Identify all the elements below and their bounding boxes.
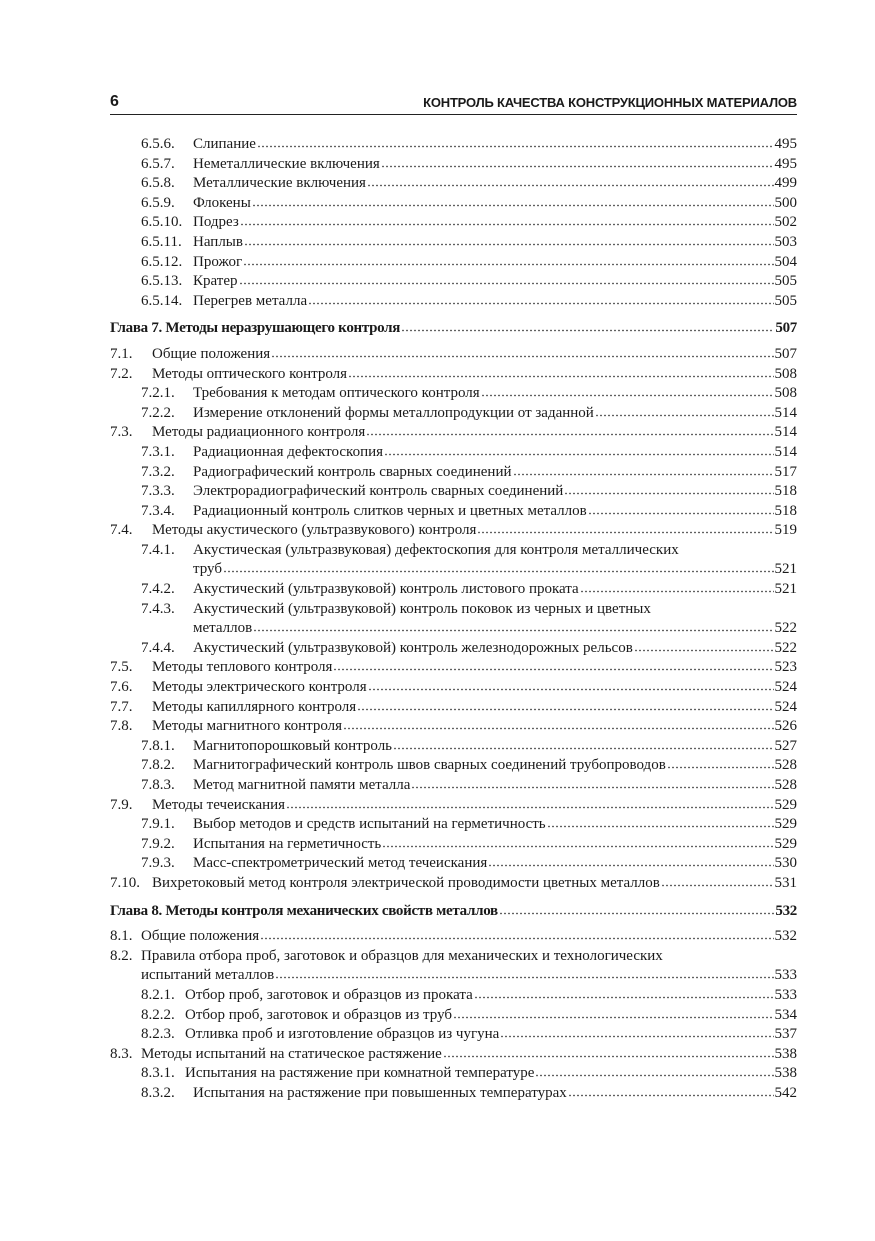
toc-line (193, 404, 797, 424)
toc-number: 7.7. (110, 698, 133, 715)
toc-entry[interactable] (110, 174, 797, 194)
toc-page: 502 (774, 214, 797, 231)
toc-entry[interactable] (110, 365, 797, 385)
toc-entry[interactable] (110, 502, 797, 522)
toc-entry[interactable] (110, 580, 797, 600)
toc-line (110, 902, 797, 922)
toc-title: Испытания на растяжение при повышенных температурах (193, 1084, 567, 1101)
toc-page: 532 (774, 928, 797, 945)
toc-page: 517 (774, 463, 797, 480)
dot-leader (382, 838, 773, 848)
toc-number: 7.9.1. (141, 816, 175, 833)
dot-leader (348, 368, 773, 378)
toc-page: 524 (774, 698, 797, 715)
dot-leader (411, 779, 773, 789)
toc-line (193, 854, 797, 874)
toc-title: Радиографический контроль сварных соединений (193, 463, 512, 480)
toc-line (193, 756, 797, 776)
toc-line (152, 698, 797, 718)
toc-line (185, 1025, 797, 1045)
toc-entry[interactable] (110, 521, 797, 541)
toc-title: испытаний металлов (141, 967, 275, 984)
toc-title: Акустический (ультразвуковой) контроль листового проката (193, 581, 579, 598)
toc-line (193, 776, 797, 796)
toc-entry[interactable] (110, 1045, 797, 1065)
toc-number: 7.2.2. (141, 404, 175, 421)
toc-line (110, 319, 797, 339)
toc-number: 7.3.1. (141, 443, 175, 460)
toc-title: Выбор методов и средств испытаний на герметичность (193, 816, 546, 833)
toc-page: 508 (774, 365, 797, 382)
toc-entry[interactable] (110, 815, 797, 835)
toc-page: 519 (774, 522, 797, 539)
dot-leader (634, 642, 774, 652)
toc-number: 7.4.4. (141, 639, 175, 656)
toc-title: Требования к методам оптического контроля (193, 385, 480, 402)
toc-line (141, 1045, 797, 1065)
toc-title: Общие положения (141, 928, 260, 945)
dot-leader (667, 759, 774, 769)
toc-page: 514 (774, 424, 797, 441)
toc-title: Подрез (193, 214, 239, 231)
toc-line (193, 463, 797, 483)
toc-line (193, 384, 797, 404)
dot-leader (275, 969, 773, 979)
toc-entry[interactable] (110, 796, 797, 816)
toc-line (193, 815, 797, 835)
toc-number: 7.9. (110, 796, 133, 813)
toc-line (152, 423, 797, 443)
toc-title: Слипание (193, 136, 256, 152)
toc-entry-continuation[interactable] (110, 966, 797, 986)
toc-number: 6.5.10. (141, 214, 183, 231)
toc-page: 538 (774, 1065, 797, 1082)
toc-page: 529 (774, 816, 797, 833)
toc-number: 8.3. (110, 1045, 133, 1062)
dot-leader (499, 905, 775, 915)
dot-leader (384, 446, 773, 456)
toc-title: Метод магнитной памяти металла (193, 777, 411, 793)
toc-number: 8.2. (110, 947, 133, 964)
toc-number: 7.8. (110, 718, 133, 735)
toc-title: Глава 8. Методы контроля механических свойств металлов (110, 902, 498, 919)
toc-title: Акустический (ультразвуковой) контроль поковок из черных и цветных (193, 600, 651, 617)
toc-title: труб (193, 561, 222, 578)
table-of-contents (110, 135, 797, 1104)
toc-title: Отбор проб, заготовок и образцов из проката (185, 986, 473, 1003)
dot-leader (564, 485, 773, 495)
dot-leader (500, 1028, 773, 1038)
toc-title: Перегрев металла (193, 292, 308, 309)
toc-title: Общие положения (152, 345, 271, 362)
toc-entry[interactable] (110, 1064, 797, 1084)
toc-title: Магнитографический контроль швов сварных соединений трубопроводов (193, 757, 666, 774)
toc-line (193, 213, 797, 233)
toc-title: Испытания на растяжение при комнатной температуре (185, 1065, 535, 1082)
toc-entry[interactable] (110, 737, 797, 757)
dot-leader (474, 989, 774, 999)
toc-number: 6.5.6. (141, 136, 175, 152)
dot-leader (595, 407, 774, 417)
toc-line (193, 835, 797, 855)
toc-page: 507 (774, 345, 797, 362)
toc-entry[interactable] (110, 698, 797, 718)
toc-entry[interactable] (110, 482, 797, 502)
toc-number: 8.2.1. (141, 986, 175, 1003)
dot-leader (393, 740, 773, 750)
toc-page: 527 (774, 737, 797, 754)
dot-leader (243, 256, 773, 266)
toc-page: 533 (774, 967, 797, 984)
dot-leader (661, 877, 774, 887)
toc-entry[interactable] (110, 213, 797, 233)
toc-entry[interactable] (110, 927, 797, 947)
toc-title: Испытания на герметичность (193, 835, 382, 852)
toc-title: Методы магнитного контроля (152, 718, 343, 735)
toc-number: 7.9.3. (141, 855, 175, 872)
dot-leader (535, 1067, 773, 1077)
toc-number: 7.4. (110, 522, 133, 539)
toc-title: Прожог (193, 253, 243, 270)
toc-entry[interactable] (110, 272, 797, 292)
toc-page: 514 (774, 404, 797, 421)
toc-line (185, 986, 797, 1006)
toc-entry-continuation[interactable] (110, 619, 797, 639)
toc-title: Методы испытаний на статическое растяжение (141, 1045, 442, 1062)
toc-entry[interactable] (110, 345, 797, 365)
toc-title: Методы оптического контроля (152, 365, 348, 382)
toc-number: 7.4.3. (141, 600, 175, 617)
toc-page: 523 (774, 659, 797, 676)
toc-title: Отливка проб и изготовление образцов из чугуна (185, 1026, 500, 1043)
toc-page: 499 (774, 175, 797, 192)
toc-line (193, 194, 797, 214)
toc-number: 7.6. (110, 679, 133, 696)
toc-entry[interactable] (110, 658, 797, 678)
toc-title: Методы течеискания (152, 796, 286, 813)
toc-entry[interactable] (110, 404, 797, 424)
toc-number: 7.3.4. (141, 502, 175, 519)
toc-number: 8.3.1. (141, 1065, 175, 1082)
toc-page: 514 (774, 443, 797, 460)
toc-page: 529 (774, 835, 797, 852)
toc-page: 524 (774, 679, 797, 696)
page-number: 6 (110, 93, 119, 110)
toc-number: 7.4.1. (141, 541, 175, 558)
toc-number: 8.2.2. (141, 1006, 175, 1023)
toc-line (193, 292, 797, 312)
toc-page: 530 (774, 855, 797, 872)
toc-number: 7.1. (110, 345, 133, 362)
dot-leader (443, 1048, 774, 1058)
dot-leader (453, 1009, 774, 1019)
toc-entry[interactable] (110, 947, 797, 967)
dot-leader (513, 466, 774, 476)
toc-page: 522 (774, 639, 797, 656)
toc-line (193, 619, 797, 639)
dot-leader (271, 348, 773, 358)
toc-title: Правила отбора проб, заготовок и образцов для механических и технологических (141, 947, 663, 964)
toc-line (193, 272, 797, 292)
dot-leader (381, 158, 774, 168)
toc-title: Флокены (193, 194, 251, 211)
dot-leader (333, 661, 773, 671)
toc-entry[interactable] (110, 233, 797, 253)
dot-leader (308, 295, 773, 305)
toc-page: 505 (774, 292, 797, 309)
toc-page: 507 (775, 320, 797, 337)
dot-leader (488, 857, 773, 867)
dot-leader (239, 275, 774, 285)
toc-line (193, 174, 797, 194)
toc-entry[interactable] (110, 1006, 797, 1026)
toc-page: 521 (774, 581, 797, 598)
dot-leader (401, 322, 774, 332)
toc-page: 518 (774, 483, 797, 500)
toc-page: 500 (774, 194, 797, 211)
toc-line (193, 135, 797, 155)
toc-number: 7.2.1. (141, 385, 175, 402)
toc-entry[interactable] (110, 639, 797, 659)
toc-line (152, 365, 797, 385)
toc-line (152, 345, 797, 365)
toc-entry[interactable] (110, 541, 797, 561)
toc-number: 8.1. (110, 928, 133, 945)
toc-entry[interactable] (110, 155, 797, 175)
toc-number: 6.5.8. (141, 175, 175, 192)
toc-number: 6.5.11. (141, 233, 182, 250)
toc-title: Методы теплового контроля (152, 659, 333, 676)
toc-title: Радиационная дефектоскопия (193, 443, 384, 460)
dot-leader (481, 387, 774, 397)
toc-page: 504 (774, 253, 797, 270)
toc-entry-continuation[interactable] (110, 560, 797, 580)
toc-title: Акустический (ультразвуковой) контроль железнодорожных рельсов (193, 639, 633, 656)
toc-number: 7.8.2. (141, 757, 175, 774)
toc-title: Вихретоковый метод контроля электрической проводимости цветных металлов (152, 874, 660, 891)
toc-line (152, 678, 797, 698)
toc-line (193, 233, 797, 253)
dot-leader (286, 799, 773, 809)
dot-leader (343, 720, 773, 730)
toc-title: металлов (193, 620, 253, 637)
toc-title: Методы акустического (ультразвукового) контроля (152, 522, 477, 539)
dot-leader (366, 426, 773, 436)
dot-leader (252, 197, 774, 207)
toc-entry[interactable] (110, 717, 797, 737)
dot-leader (568, 1087, 774, 1097)
toc-page: 534 (774, 1006, 797, 1023)
toc-chapter[interactable] (110, 902, 797, 922)
toc-entry[interactable] (110, 253, 797, 273)
toc-line (193, 580, 797, 600)
toc-entry[interactable] (110, 600, 797, 620)
toc-entry[interactable] (110, 756, 797, 776)
toc-page: 531 (774, 874, 797, 891)
toc-number: 7.2. (110, 365, 133, 382)
toc-title: Неметаллические включения (193, 155, 380, 172)
toc-title: Методы радиационного контроля (152, 424, 366, 441)
toc-title: Электрорадиографический контроль сварных соединений (193, 483, 564, 500)
toc-line (141, 927, 797, 947)
dot-leader (223, 563, 774, 573)
toc-chapter[interactable] (110, 319, 797, 339)
toc-page: 528 (774, 777, 797, 793)
dot-leader (580, 583, 774, 593)
toc-line (193, 737, 797, 757)
dot-leader (477, 524, 773, 534)
toc-entry[interactable] (110, 1084, 797, 1104)
toc-line (193, 482, 797, 502)
toc-number: 7.3. (110, 424, 133, 441)
toc-title: Глава 7. Методы неразрушающего контроля (110, 320, 401, 337)
toc-page: 508 (774, 385, 797, 402)
dot-leader (257, 138, 774, 148)
toc-page: 495 (774, 136, 797, 152)
toc-page: 529 (774, 796, 797, 813)
toc-page: 526 (774, 718, 797, 735)
toc-line (152, 521, 797, 541)
toc-entry[interactable] (110, 423, 797, 443)
toc-entry[interactable] (110, 986, 797, 1006)
toc-title: Масс-спектрометрический метод течеискания (193, 855, 488, 872)
toc-number: 8.3.2. (141, 1084, 175, 1101)
dot-leader (367, 177, 774, 187)
running-header (110, 92, 797, 115)
dot-leader (244, 236, 774, 246)
toc-number: 6.5.14. (141, 292, 183, 309)
toc-number: 6.5.9. (141, 194, 175, 211)
toc-line (185, 1064, 797, 1084)
toc-number: 7.9.2. (141, 835, 175, 852)
toc-entry[interactable] (110, 776, 797, 796)
toc-entry[interactable] (110, 678, 797, 698)
toc-page: 503 (774, 233, 797, 250)
toc-title: Магнитопорошковый контроль (193, 737, 393, 754)
dot-leader (253, 622, 773, 632)
toc-line (193, 443, 797, 463)
toc-number: 7.4.2. (141, 581, 175, 598)
toc-page: 533 (774, 986, 797, 1003)
toc-title: Методы электрического контроля (152, 679, 367, 696)
toc-line (193, 1084, 797, 1104)
toc-line (193, 639, 797, 659)
toc-number: 8.2.3. (141, 1026, 175, 1043)
toc-title: Измерение отклонений формы металлопродукции от заданной (193, 404, 594, 421)
toc-number: 7.8.3. (141, 777, 175, 793)
toc-title: Акустическая (ультразвуковая) дефектоскопия для контроля металлических (193, 541, 679, 558)
toc-entry[interactable] (110, 835, 797, 855)
toc-number: 7.5. (110, 659, 133, 676)
dot-leader (240, 216, 774, 226)
toc-line (152, 796, 797, 816)
toc-number: 7.10. (110, 874, 140, 891)
toc-entry[interactable] (110, 443, 797, 463)
toc-title: Радиационный контроль слитков черных и цветных металлов (193, 502, 587, 519)
toc-number: 7.3.2. (141, 463, 175, 480)
toc-line (193, 560, 797, 580)
toc-title: Отбор проб, заготовок и образцов из труб (185, 1006, 452, 1023)
dot-leader (260, 930, 773, 940)
toc-entry[interactable] (110, 1025, 797, 1045)
toc-number: 6.5.7. (141, 155, 175, 172)
toc-page: 542 (774, 1084, 797, 1101)
toc-entry[interactable] (110, 384, 797, 404)
toc-line (152, 658, 797, 678)
running-title: КОНТРОЛЬ КАЧЕСТВА КОНСТРУКЦИОННЫХ МАТЕРИАЛОВ (423, 95, 797, 110)
toc-number: 6.5.13. (141, 273, 183, 290)
toc-title: Наплыв (193, 233, 243, 250)
toc-page: 528 (774, 757, 797, 774)
toc-page: 522 (774, 620, 797, 637)
toc-entry[interactable] (110, 854, 797, 874)
dot-leader (588, 505, 774, 515)
toc-number: 7.3.3. (141, 483, 175, 500)
toc-page: 538 (774, 1045, 797, 1062)
toc-entry[interactable] (110, 194, 797, 214)
dot-leader (368, 681, 774, 691)
toc-entry[interactable] (110, 135, 797, 155)
toc-line (193, 502, 797, 522)
toc-page: 505 (774, 273, 797, 290)
toc-line (152, 717, 797, 737)
toc-page: 518 (774, 502, 797, 519)
toc-line (185, 1006, 797, 1026)
toc-page: 532 (775, 902, 797, 919)
toc-line (193, 155, 797, 175)
toc-number: 7.8.1. (141, 737, 175, 754)
dot-leader (547, 818, 774, 828)
toc-line (152, 874, 797, 894)
toc-entry[interactable] (110, 874, 797, 894)
toc-title: Металлические включения (193, 175, 366, 192)
toc-line (193, 253, 797, 273)
toc-page: 495 (774, 155, 797, 172)
toc-title: Методы капиллярного контроля (152, 698, 357, 715)
toc-number: 6.5.12. (141, 253, 183, 270)
toc-line (141, 966, 797, 986)
toc-entry[interactable] (110, 463, 797, 483)
toc-title: Кратер (193, 273, 238, 290)
toc-entry[interactable] (110, 292, 797, 312)
toc-page: 537 (774, 1026, 797, 1043)
dot-leader (357, 701, 773, 711)
toc-page: 521 (774, 561, 797, 578)
